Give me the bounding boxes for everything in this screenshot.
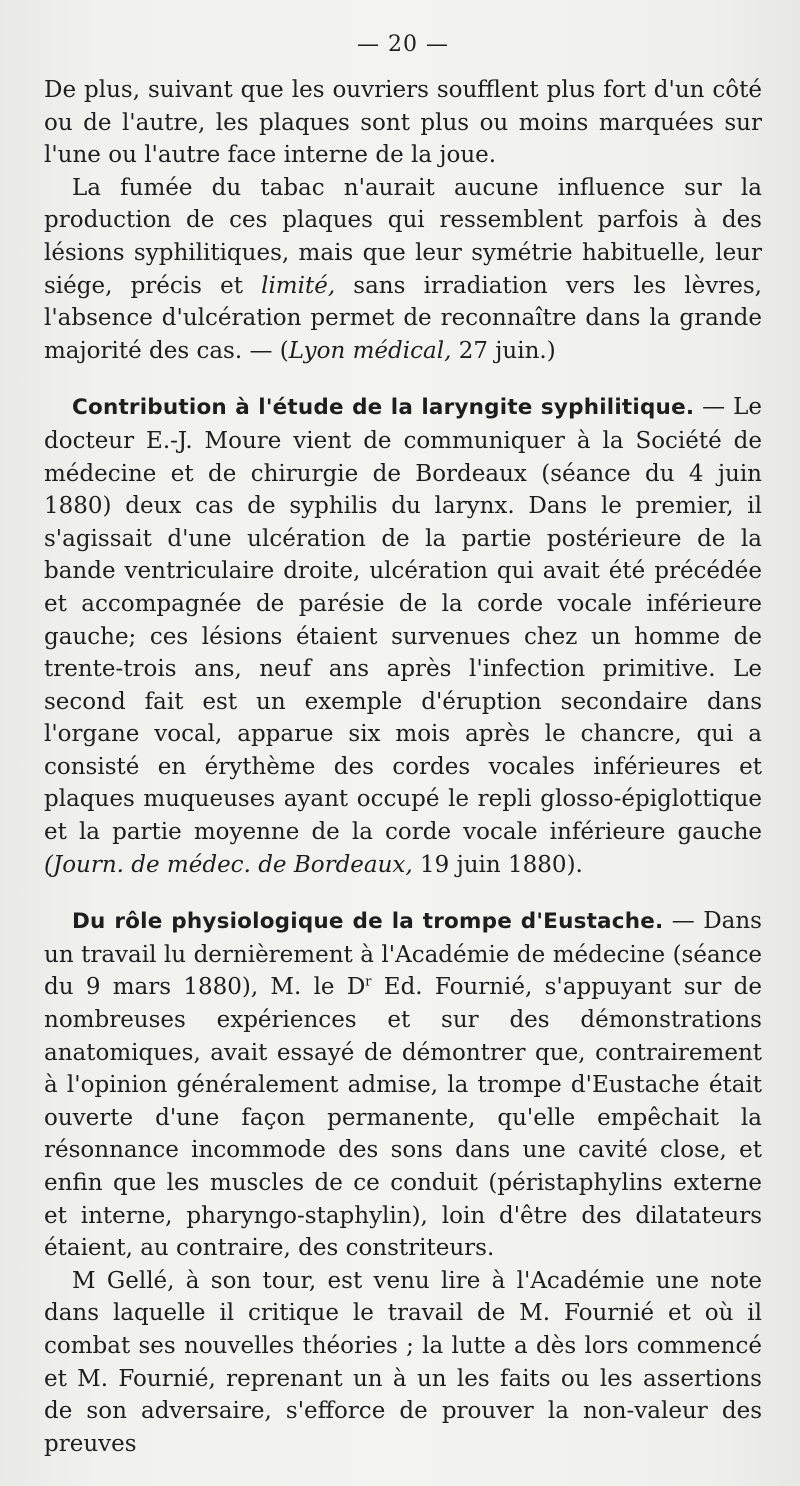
paragraph-continuation [44, 74, 762, 172]
source-citation: Lyon médical, [288, 337, 452, 364]
section-heading: Du rôle physiologique de la trompe d'Eustache. [72, 909, 664, 935]
paragraph-text-a: La fumée du tabac n'aurait aucune influence sur la production de ces plaques qui ressemblent parfois à des lésions syphilitiques, mais que leur symétrie habituelle, leur siége, précis et [44, 174, 762, 299]
section-text-b: 19 juin 1880). [412, 851, 583, 878]
paragraph-gelle [44, 1265, 762, 1461]
section-text-b: Ed. Fournié, s'appuyant sur de nombreuses expériences et sur des démonstrations anatomiques, avait essayé de démontrer que, contrairement à l'opinion généralement admise, la trompe d'Eustache était ouverte d'une façon permanente, qu'elle empêchait la résonnance incommode des sons dans une cavité close, et enfin que les muscles de ce conduit (péristaphylins externe et interne, pharyngo-staphylin), loin d'être des dilatateurs étaient, au contraire, des constriteurs. [44, 974, 762, 1262]
source-citation: (Journ. de médec. de Bordeaux, [44, 851, 413, 878]
section-text-a: — Le docteur E.-J. Moure vient de communiquer à la Société de médecine et de chirurgie de Bordeaux (séance du 4 juin 1880) deux cas de syphilis du larynx. Dans le premier, il s'agissait d'une ulcération de la partie postérieure de la bande ventriculaire droite, ulcération qui avait été précédée et accompagnée de parésie de la corde vocale inférieure gauche; ces lésions étaient survenues chez un homme de trente-trois ans, neuf ans après l'infection primitive. Le second fait est un exemple d'éruption secondaire dans l'organe vocal, apparue six mois après le chancre, qui a consisté en érythème des cordes vocales inférieures et plaques muqueuses ayant occupé le repli glosso-épiglottique et la partie moyenne de la corde vocale inférieure gauche [44, 394, 762, 846]
section-text-a: — Dans un travail lu dernièrement à l'Académie de médecine (séance du 9 mars 1880), M. le D [44, 908, 762, 1001]
section-trompe-eustache [44, 905, 762, 1265]
paragraph-text: De plus, suivant que les ouvriers soufflent plus fort d'un côté ou de l'autre, les plaques sont plus ou moins marquées sur l'une ou l'autre face interne de la joue. [44, 77, 762, 169]
paragraph-text-c: 27 juin.) [451, 337, 556, 364]
paragraph-text: M Gellé, à son tour, est venu lire à l'Académie une note dans laquelle il critique le travail de M. Fournié et où il combat ses nouvelles théories ; la lutte a dès lors commencé et M. Fournié, reprenant un à un les faits ou les assertions de son adversaire, s'efforce de prouver la non-valeur des preuves [44, 1267, 762, 1457]
paragraph-text-b: sans irradiation vers les lèvres, l'absence d'ulcération permet de reconnaître dans la grande majorité des cas. — ( [44, 272, 762, 364]
section-laryngite [44, 391, 762, 881]
section-spacer [44, 367, 762, 391]
paragraph-tabac [44, 172, 762, 368]
superscript: r [365, 974, 372, 990]
section-heading: Contribution à l'étude de la laryngite syphilitique. [72, 395, 695, 421]
section-spacer [44, 881, 762, 905]
page-number: — 20 — [357, 32, 449, 57]
italic-word: limité, [261, 272, 336, 299]
